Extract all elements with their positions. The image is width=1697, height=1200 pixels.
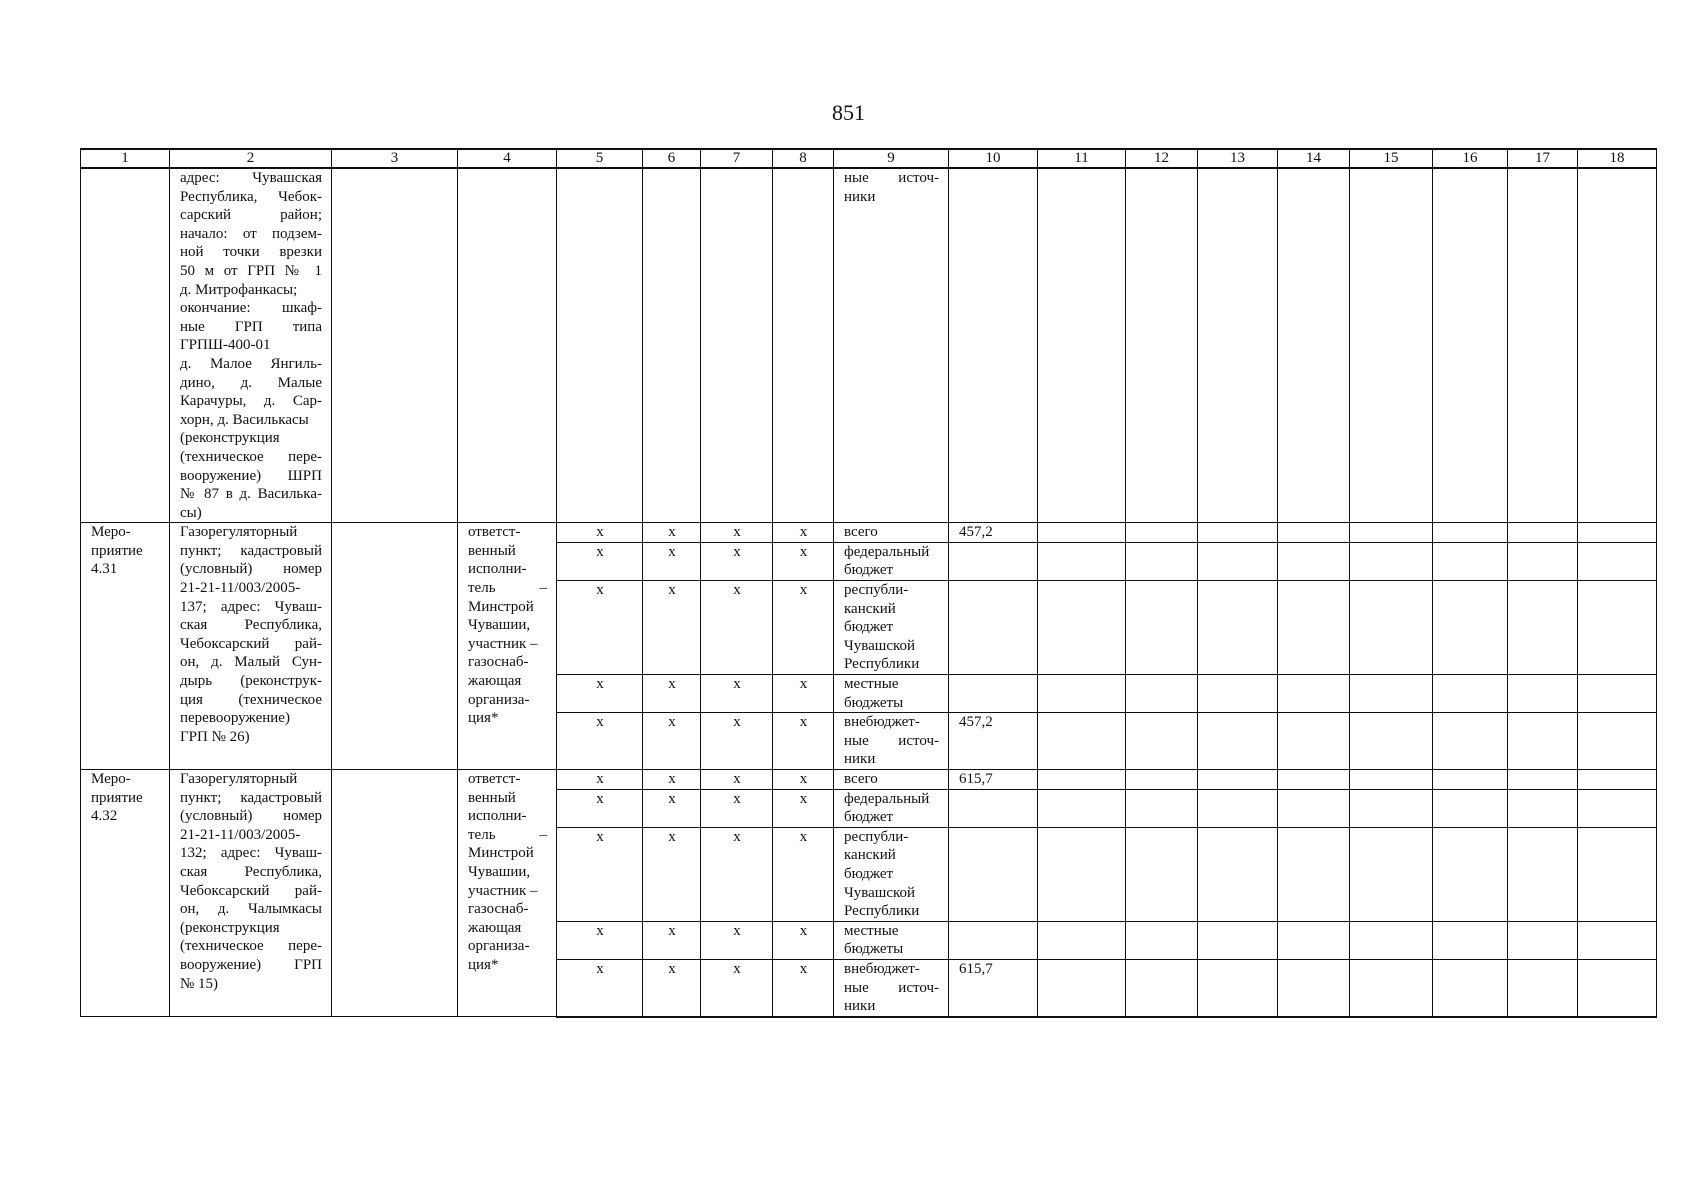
cell-line: 132; адрес: Чуваш- [180,845,322,862]
mark-cell-6: x [643,959,701,1016]
mark-cell-8: x [773,523,834,543]
column-header-9: 9 [834,149,949,168]
cell-line: хорн, д. Василькасы [180,411,309,428]
mark-cell-6: x [643,581,701,675]
empty-cell-16 [1433,523,1508,543]
mark-cell-6: x [643,675,701,713]
empty-cell-14 [1278,713,1350,770]
amount-cell: 457,2 [949,523,1038,543]
empty-cell-13 [1198,959,1278,1016]
funding-source [834,770,949,790]
budget-table [80,148,1657,1018]
empty-cell-16 [1433,827,1508,921]
empty-cell-12 [1126,542,1198,580]
cell-line: Чувашской [844,637,916,654]
cell-line: ники [844,188,876,205]
column-header-11: 11 [1038,149,1126,168]
cell-line: он, д. Чалымкасы [180,901,322,918]
mark-cell-5: x [557,542,643,580]
event-description [170,523,332,770]
empty-cell-16 [1433,959,1508,1016]
empty-cell-18 [1578,542,1657,580]
mark-cell-7: x [701,827,773,921]
cell-line: ская Республика, [180,617,322,634]
empty-cell-17 [1508,959,1578,1016]
empty-cell-11 [1038,770,1126,790]
header-row [81,149,1657,168]
continuation-cell-1 [81,168,170,523]
cell-line: канский [844,600,896,617]
cell-line: Карачуры, д. Сар- [180,393,322,410]
empty-cell-16 [1433,542,1508,580]
empty-cell-13 [1198,827,1278,921]
empty-cell-18 [1578,827,1657,921]
mark-cell-8: x [773,581,834,675]
cell-line: участник – [468,882,538,899]
mark-cell-8: x [773,959,834,1016]
empty-cell-12 [1126,581,1198,675]
cell-line: Чебоксарский рай- [180,882,322,899]
empty-cell-14 [1278,542,1350,580]
cell-line: окончание: шкаф- [180,300,322,317]
cell-line: Минстрой [468,598,534,615]
cell-line: перевооружение) [180,710,290,727]
cell-line: ция* [468,956,499,973]
cell-line: приятие [91,542,143,559]
cell-line: Республики [844,656,920,673]
cell-line: № 87 в д. Василька- [180,486,322,503]
cell-line: дино, д. Малые [180,374,322,391]
column-header-18: 18 [1578,149,1657,168]
empty-cell-17 [1508,581,1578,675]
funding-source [834,959,949,1016]
cell-line: венный [468,789,516,806]
empty-cell-12 [1126,959,1198,1016]
cell-line: (реконструкция [180,430,280,447]
amount-cell [949,675,1038,713]
cell-line: бюджет [844,865,894,882]
cell-line: внебюджет- [844,960,920,977]
empty-cell-14 [1278,827,1350,921]
empty-cell-17 [1508,523,1578,543]
funding-source [834,827,949,921]
mark-cell-5: x [557,675,643,713]
empty-cell-16 [1433,921,1508,959]
empty-cell-11 [1038,959,1126,1016]
mark-cell-5: x [557,581,643,675]
continuation-cell-4 [458,168,557,523]
cell-line: начало: от подзем- [180,225,322,242]
empty-cell-13 [1198,713,1278,770]
cell-line: 50 м от ГРП № 1 [180,262,322,279]
funding-source [834,675,949,713]
empty-cell-18 [1578,581,1657,675]
mark-cell-8: x [773,713,834,770]
event-executor [458,523,557,770]
mark-cell-7: x [701,581,773,675]
continuation-cell-9 [834,168,949,523]
empty-cell-15 [1350,789,1433,827]
cell-line: Республика, Чебок- [180,188,322,205]
cell-line: ская Республика, [180,863,322,880]
mark-cell-8: x [773,827,834,921]
empty-cell-12 [1126,789,1198,827]
cell-line: (техническое пере- [180,448,322,465]
cell-line: всего [844,524,878,541]
continuation-cell-12 [1126,168,1198,523]
column-header-2: 2 [170,149,332,168]
cell-line: канский [844,847,896,864]
amount-cell: 457,2 [949,713,1038,770]
empty-cell-12 [1126,675,1198,713]
empty-cell-11 [1038,542,1126,580]
funding-source [834,789,949,827]
empty-cell-13 [1198,675,1278,713]
continuation-cell-8 [773,168,834,523]
mark-cell-5: x [557,789,643,827]
cell-line: ГРПШ-400-01 [180,337,271,354]
page-number: 851 [832,100,865,125]
empty-cell-14 [1278,921,1350,959]
cell-line: Минстрой [468,845,534,862]
empty-cell-14 [1278,523,1350,543]
empty-cell-15 [1350,827,1433,921]
empty-cell-17 [1508,921,1578,959]
empty-cell-12 [1126,770,1198,790]
empty-cell-16 [1433,581,1508,675]
column-header-5: 5 [557,149,643,168]
event-id [81,770,170,1017]
column-header-10: 10 [949,149,1038,168]
event-row [81,770,1657,790]
funding-source [834,921,949,959]
cell-line: Газорегуляторный [180,524,298,541]
empty-cell-11 [1038,789,1126,827]
cell-line: ция* [468,710,499,727]
empty-cell-13 [1198,770,1278,790]
mark-cell-7: x [701,959,773,1016]
empty-cell-17 [1508,542,1578,580]
mark-cell-5: x [557,713,643,770]
empty-cell-13 [1198,523,1278,543]
event-row [81,523,1657,543]
continuation-cell-11 [1038,168,1126,523]
cell-line: Чувашии, [468,863,531,880]
cell-line: 21-21-11/003/2005- [180,580,301,597]
cell-line: газоснаб- [468,901,529,918]
column-header-14: 14 [1278,149,1350,168]
mark-cell-6: x [643,542,701,580]
empty-cell-13 [1198,921,1278,959]
empty-cell-17 [1508,827,1578,921]
funding-source [834,581,949,675]
empty-cell-14 [1278,675,1350,713]
empty-cell-17 [1508,713,1578,770]
cell-line: сы) [180,504,202,521]
cell-line: бюджеты [844,941,904,958]
empty-cell-16 [1433,770,1508,790]
amount-cell [949,542,1038,580]
cell-line: Газорегуляторный [180,771,298,787]
cell-line: ной точки врезки [180,244,322,261]
mark-cell-7: x [701,675,773,713]
mark-cell-6: x [643,713,701,770]
empty-cell-18 [1578,921,1657,959]
mark-cell-5: x [557,921,643,959]
mark-cell-8: x [773,921,834,959]
empty-cell-12 [1126,523,1198,543]
empty-cell-17 [1508,770,1578,790]
cell-line: бюджет [844,619,894,636]
event-executor [458,770,557,1017]
continuation-cell-3 [332,168,458,523]
column-header-3: 3 [332,149,458,168]
cell-line: участник – [468,635,538,652]
mark-cell-7: x [701,770,773,790]
column-header-12: 12 [1126,149,1198,168]
cell-line: ГРП № 26) [180,728,250,745]
cell-line: ные источ- [844,170,939,186]
amount-cell: 615,7 [949,770,1038,790]
cell-line: венный [468,542,516,559]
column-header-17: 17 [1508,149,1578,168]
amount-cell [949,581,1038,675]
cell-line: ные источ- [844,732,939,749]
continuation-row [81,168,1657,523]
empty-cell-18 [1578,523,1657,543]
cell-line: (реконструкция [180,919,280,936]
mark-cell-6: x [643,827,701,921]
mark-cell-5: x [557,827,643,921]
cell-line: (условный) номер [180,808,322,825]
cell-line: федеральный [844,790,930,807]
mark-cell-7: x [701,789,773,827]
cell-line: организа- [468,938,530,955]
empty-cell-11 [1038,581,1126,675]
empty-cell-14 [1278,770,1350,790]
empty-cell-12 [1126,713,1198,770]
cell-line: Меро- [91,771,131,787]
empty-cell-12 [1126,827,1198,921]
event-description [170,770,332,1017]
cell-line: бюджет [844,562,894,579]
continuation-cell-18 [1578,168,1657,523]
mark-cell-6: x [643,921,701,959]
empty-cell-16 [1433,713,1508,770]
funding-source [834,523,949,543]
cell-line: всего [844,771,878,787]
cell-line: 4.31 [91,561,118,578]
empty-cell-13 [1198,581,1278,675]
continuation-cell-7 [701,168,773,523]
cell-line: № 15) [180,975,219,992]
amount-cell: 615,7 [949,959,1038,1016]
mark-cell-7: x [701,713,773,770]
cell-line: тель – [468,580,547,597]
empty-cell-14 [1278,581,1350,675]
cell-line: жающая [468,919,522,936]
cell-line: Чувашии, [468,617,531,634]
continuation-cell-16 [1433,168,1508,523]
mark-cell-7: x [701,523,773,543]
column-header-16: 16 [1433,149,1508,168]
cell-line: ные ГРП типа [180,318,322,335]
cell-line: 137; адрес: Чуваш- [180,598,322,615]
empty-cell-15 [1350,581,1433,675]
event-id [81,523,170,770]
empty-cell-18 [1578,770,1657,790]
funding-source [834,542,949,580]
cell-line: (техническое пере- [180,938,322,955]
empty-cell-13 [1198,542,1278,580]
empty-cell-18 [1578,789,1657,827]
cell-line: приятие [91,789,143,806]
cell-line: дырь (реконструк- [180,673,322,690]
cell-line: исполни- [468,808,527,825]
empty-cell-15 [1350,921,1433,959]
cell-line: д. Митрофанкасы; [180,281,298,298]
amount-cell [949,921,1038,959]
mark-cell-6: x [643,523,701,543]
continuation-cell-13 [1198,168,1278,523]
empty-cell-12 [1126,921,1198,959]
empty-cell-11 [1038,675,1126,713]
empty-cell-18 [1578,675,1657,713]
column-header-4: 4 [458,149,557,168]
cell-line: ция (техническое [180,691,322,708]
empty-cell-18 [1578,713,1657,770]
cell-line: вооружение) ГРП [180,956,322,973]
mark-cell-8: x [773,789,834,827]
cell-line: д. Малое Янгиль- [180,355,322,372]
empty-cell-11 [1038,713,1126,770]
cell-line: ные источ- [844,979,939,996]
cell-line: бюджеты [844,694,904,711]
empty-cell-16 [1433,675,1508,713]
mark-cell-6: x [643,770,701,790]
cell-line: газоснаб- [468,654,529,671]
empty-cell-14 [1278,789,1350,827]
cell-line: 4.32 [91,808,118,825]
cell-line: местные [844,922,899,939]
column-header-6: 6 [643,149,701,168]
mark-cell-6: x [643,789,701,827]
mark-cell-8: x [773,675,834,713]
cell-line: сарский район; [180,207,322,224]
event-col-3 [332,770,458,1017]
cell-line: организа- [468,691,530,708]
empty-cell-11 [1038,827,1126,921]
mark-cell-7: x [701,921,773,959]
cell-line: исполни- [468,561,527,578]
cell-line: ответст- [468,771,521,787]
continuation-cell-5 [557,168,643,523]
mark-cell-5: x [557,770,643,790]
column-header-13: 13 [1198,149,1278,168]
mark-cell-5: x [557,959,643,1016]
mark-cell-8: x [773,770,834,790]
empty-cell-15 [1350,713,1433,770]
empty-cell-17 [1508,675,1578,713]
empty-cell-15 [1350,770,1433,790]
mark-cell-5: x [557,523,643,543]
continuation-cell-14 [1278,168,1350,523]
column-header-1: 1 [81,149,170,168]
empty-cell-11 [1038,523,1126,543]
mark-cell-7: x [701,542,773,580]
empty-cell-15 [1350,523,1433,543]
continuation-cell-6 [643,168,701,523]
cell-line: ответст- [468,524,521,541]
cell-line: Республики [844,903,920,920]
empty-cell-11 [1038,921,1126,959]
cell-line: бюджет [844,809,894,826]
cell-line: он, д. Малый Сун- [180,654,322,671]
cell-line: тель – [468,826,547,843]
continuation-cell-10 [949,168,1038,523]
empty-cell-15 [1350,542,1433,580]
column-header-8: 8 [773,149,834,168]
column-header-7: 7 [701,149,773,168]
cell-line: внебюджет- [844,714,920,731]
column-header-15: 15 [1350,149,1433,168]
cell-line: жающая [468,673,522,690]
cell-line: пункт; кадастровый [180,789,322,806]
cell-line: Чувашской [844,884,916,901]
cell-line: пункт; кадастровый [180,542,322,559]
funding-source [834,713,949,770]
cell-line: ники [844,751,876,768]
empty-cell-18 [1578,959,1657,1016]
cell-line: (условный) номер [180,561,322,578]
cell-line: ники [844,998,876,1015]
cell-line: Меро- [91,524,131,541]
empty-cell-14 [1278,959,1350,1016]
cell-line: адрес: Чувашская [180,170,322,186]
empty-cell-13 [1198,789,1278,827]
continuation-cell-17 [1508,168,1578,523]
cell-line: местные [844,676,899,693]
cell-line: Чебоксарский рай- [180,635,322,652]
empty-cell-17 [1508,789,1578,827]
cell-line: федеральный [844,543,930,560]
cell-line: республи- [844,582,909,599]
mark-cell-8: x [773,542,834,580]
empty-cell-15 [1350,675,1433,713]
cell-line: республи- [844,828,909,845]
empty-cell-16 [1433,789,1508,827]
continuation-cell-15 [1350,168,1433,523]
amount-cell [949,789,1038,827]
cell-line: вооружение) ШРП [180,467,322,484]
cell-line: 21-21-11/003/2005- [180,826,301,843]
event-col-3 [332,523,458,770]
empty-cell-15 [1350,959,1433,1016]
amount-cell [949,827,1038,921]
continuation-cell-2 [170,168,332,523]
